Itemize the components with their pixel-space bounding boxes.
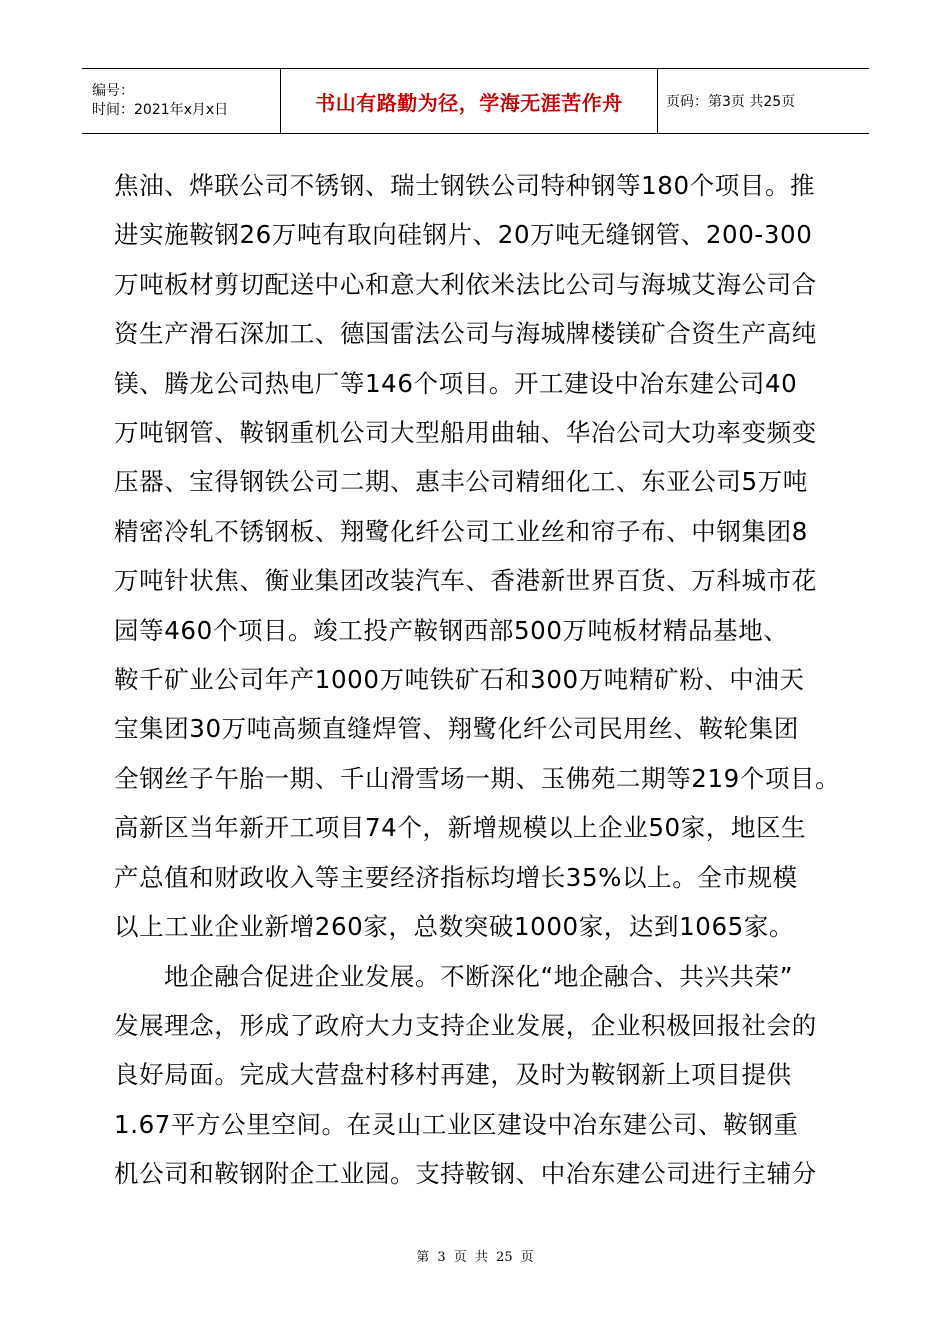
body-line: 鞍千矿业公司年产1000万吨铁矿石和300万吨精矿粉、中油天	[114, 665, 805, 695]
body-line: 镁、腾龙公司热电厂等146个项目。开工建设中冶东建公司40	[114, 368, 798, 398]
body-line: 宝集团30万吨高频直缝焊管、翔鹭化纤公司民用丝、鞍轮集团	[114, 714, 799, 744]
body-line: 进实施鞍钢26万吨有取向硅钢片、20万吨无缝钢管、200-300	[114, 220, 813, 250]
paragraph-start-line: 地企融合促进企业发展。不断深化“地企融合、共兴共荣”	[164, 961, 793, 991]
body-line: 产总值和财政收入等主要经济指标均增长35%以上。全市规模	[114, 862, 798, 892]
body-line: 全钢丝子午胎一期、千山滑雪场一期、玉佛苑二期等219个项目。	[114, 763, 841, 793]
body-line: 精密冷轧不锈钢板、翔鹭化纤公司工业丝和帘子布、中钢集团8	[114, 516, 808, 546]
header-meta-cell	[82, 69, 281, 133]
body-line: 压器、宝得钢铁公司二期、惠丰公司精细化工、东亚公司5万吨	[114, 467, 808, 497]
body-line: 万吨针状焦、衡业集团改装汽车、香港新世界百货、万科城市花	[114, 566, 817, 596]
header-page-info: 页码：第3页 共25页	[666, 94, 796, 110]
header-page-cell	[658, 69, 869, 133]
body-line: 园等460个项目。竣工投产鞍钢西部500万吨板材精品基地、	[114, 615, 789, 645]
header-motto: 书山有路勤为径，学海无涯苦作舟	[315, 90, 623, 115]
document-number-label: 编号：	[92, 83, 134, 99]
body-line: 良好局面。完成大营盘村移村再建，及时为鞍钢新上项目提供	[114, 1060, 792, 1090]
body-line: 以上工业企业新增260家，总数突破1000家，达到1065家。	[114, 912, 795, 942]
page-footer: 第 3 页 共 25 页	[416, 1250, 534, 1265]
body-line: 万吨钢管、鞍钢重机公司大型船用曲轴、华冶公司大功率变频变	[114, 418, 817, 448]
body-line: 资生产滑石深加工、德国雷法公司与海城牌楼镁矿合资生产高纯	[114, 319, 817, 349]
document-header	[82, 68, 869, 134]
document-body	[114, 161, 854, 1199]
document-date-label: 时间：2021年x月x日	[92, 102, 229, 118]
body-line: 高新区当年新开工项目74个，新增规模以上企业50家，地区生	[114, 813, 807, 843]
body-line: 1.67平方公里空间。在灵山工业区建设中冶东建公司、鞍钢重	[114, 1109, 799, 1139]
body-line: 万吨板材剪切配送中心和意大利依米法比公司与海城艾海公司合	[114, 269, 817, 299]
header-motto-cell	[281, 69, 658, 133]
body-line: 焦油、烨联公司不锈钢、瑞士钢铁公司特种钢等180个项目。推	[114, 171, 816, 200]
body-line: 机公司和鞍钢附企工业园。支持鞍钢、中冶东建公司进行主辅分	[114, 1159, 817, 1189]
body-line: 发展理念，形成了政府大力支持企业发展，企业积极回报社会的	[114, 1010, 817, 1040]
